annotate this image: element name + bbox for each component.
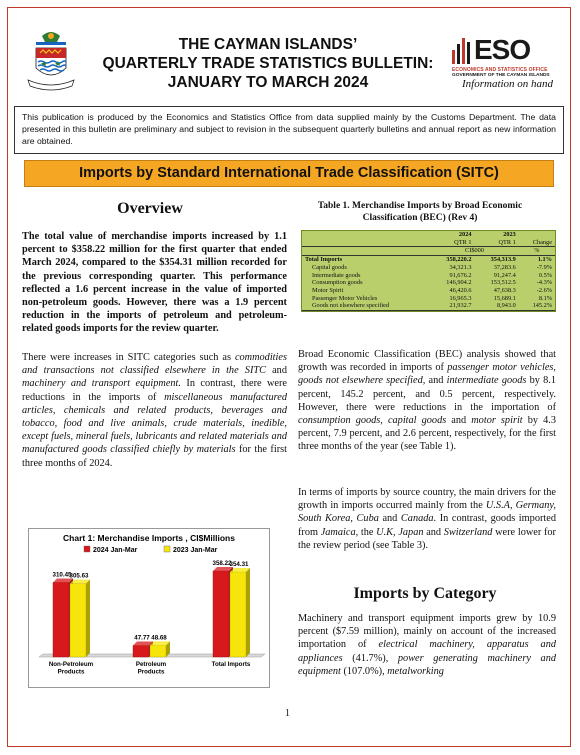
- data-label: 310.45: [52, 571, 72, 579]
- col-year-2024: 2024: [458, 231, 472, 238]
- text-run-italic: Jamaica: [320, 526, 356, 538]
- legend-label: 2024 Jan-Mar: [93, 547, 138, 554]
- row-value: 145.2%: [519, 302, 555, 310]
- text-run-italic: passenger motor vehicles, goods not elsewhere specified,: [298, 362, 556, 387]
- row-value: 8.1%: [538, 294, 552, 302]
- text-run: In contrast, there were reductions in the imports of: [22, 378, 287, 403]
- text-run: There were increases in SITC categories such as: [22, 352, 235, 363]
- text-run: and: [425, 375, 447, 387]
- section-banner: Imports by Standard International Trade Classification (SITC): [24, 160, 554, 187]
- legend-swatch: [164, 546, 170, 552]
- data-label: 305.63: [69, 572, 89, 580]
- table-row: [302, 264, 555, 272]
- row-value: 34,321.3: [449, 263, 472, 271]
- row-value: 1.1%: [537, 256, 552, 264]
- text-run-italic: commodities and transactions not classified elsewhere in the SITC: [22, 352, 287, 377]
- text-run: and: [423, 526, 444, 538]
- text-run: . In contrast, goods imported from: [298, 513, 556, 538]
- table-row: [302, 272, 555, 280]
- category-label: Petroleum: [135, 661, 167, 668]
- text-run-italic: power generating machinery and equipment: [298, 652, 556, 677]
- text-run: for the first three months of 2024.: [22, 444, 287, 469]
- bar: [133, 646, 149, 657]
- category-label: Products: [57, 668, 85, 676]
- row-label: Goods not elsewhere specified: [302, 302, 430, 310]
- row-value: -7.9%: [536, 263, 552, 271]
- row-value: 354,313.9: [490, 256, 516, 264]
- overview-paragraph-2: [22, 351, 287, 470]
- intro-notice: This publication is produced by the Economics and Statistics Office from data supplied mainly by the Customs Department. The data presented in this bulletin are preliminary and subject to revision in the subsequent quarterly bulletins and annual report as new information are obtained.: [14, 106, 564, 154]
- bec-paragraph: [298, 348, 556, 454]
- table-row: [302, 302, 555, 310]
- row-value: -4.3%: [536, 279, 552, 287]
- text-run: were lower for the review period (see Table 3).: [298, 526, 556, 551]
- text-run-italic: consumption goods, capital goods: [298, 415, 447, 427]
- category-label: Products: [137, 668, 165, 676]
- table-row-total: [302, 256, 555, 264]
- text-run: (41.7%),: [342, 652, 398, 664]
- chart-container: [28, 528, 270, 688]
- bar: [213, 571, 229, 657]
- bar-side: [246, 568, 250, 657]
- table-row: [302, 279, 555, 287]
- eso-logo: [452, 34, 562, 78]
- row-label: Consumption goods: [312, 279, 363, 287]
- col-change: Change: [532, 238, 552, 246]
- eso-logo-text: ESO: [474, 34, 531, 65]
- row-value: 37,283.6: [493, 263, 516, 271]
- row-value: 8,943.0: [474, 302, 518, 310]
- text-run: and: [265, 365, 287, 377]
- row-value: 16,965.3: [449, 294, 472, 302]
- row-label: Total Imports: [305, 256, 343, 264]
- table-subheader-row: [302, 239, 555, 247]
- row-value: 91,676.2: [449, 271, 472, 279]
- eso-bars-icon: [452, 38, 470, 64]
- bec-table-grid: [302, 231, 555, 311]
- text-run-italic: electrical machinery, apparatus and appliances: [298, 639, 556, 664]
- row-value: 358,220.2: [446, 256, 472, 264]
- bar: [150, 645, 166, 657]
- table-caption-line-1: Table 1. Merchandise Imports by Broad Economic: [317, 201, 523, 211]
- row-value: 46,420.6: [449, 286, 472, 294]
- source-country-paragraph: [298, 486, 556, 552]
- text-run-italic: motor spirit: [471, 415, 523, 427]
- merchandise-imports-chart: [29, 529, 269, 687]
- text-run: Machinery and transport equipment imports grew by 10.9 percent ($7.59 million), mainly on account of the increased importation of: [298, 613, 556, 651]
- row-label: Passenger Motor Vehicles: [312, 294, 378, 302]
- row-label: Motor Spirit: [312, 286, 344, 294]
- page-number: 1: [285, 708, 290, 719]
- row-value: 47,638.3: [493, 286, 516, 294]
- unit-label: CI$000: [430, 247, 519, 256]
- title-line-2: QUARTERLY TRADE STATISTICS BULLETIN:: [102, 55, 434, 72]
- category-label: Non-Petroleum: [48, 661, 94, 668]
- text-run: In terms of imports by source country, the main drivers for the growth in imports occurred mainly from the: [298, 487, 556, 512]
- tagline: Information on hand: [462, 78, 554, 90]
- legend-swatch: [84, 546, 90, 552]
- chart-title: Chart 1: Merchandise Imports , CI$Millions: [63, 533, 235, 543]
- table-caption-line-2: Classification (BEC) (Rev 4): [362, 212, 478, 223]
- table-header-row: [302, 231, 555, 239]
- eso-logo-subtitle: ECONOMICS AND STATISTICS OFFICE: [452, 67, 548, 73]
- row-value: 15,689.1: [493, 294, 516, 302]
- table-caption: [300, 201, 540, 224]
- row-label: Capital goods: [312, 263, 347, 271]
- table-row: [302, 295, 555, 303]
- row-value: 0.5%: [538, 271, 552, 279]
- data-label: 48.68: [151, 634, 167, 642]
- category-label: Total Imports: [211, 661, 251, 668]
- text-run: by 4.3 percent, 7.9 percent, and 2.6 percent, respectively, for the first three months of the year (see Table 1).: [298, 415, 556, 453]
- data-label: 47.77: [134, 634, 150, 642]
- category-paragraph: [298, 612, 556, 678]
- text-run-italic: Canada: [400, 513, 434, 525]
- text-run: by 8.1 percent, 145.2 percent, and 0.5 percent, respectively. However, there were reductions in the importation of: [298, 375, 556, 413]
- bar: [230, 572, 246, 657]
- text-run-italic: U.K, Japan: [376, 526, 424, 538]
- overview-heading: Overview: [117, 200, 183, 217]
- text-run-italic: intermediate goods: [446, 375, 527, 387]
- title-line-1: THE CAYMAN ISLANDS’: [178, 36, 358, 53]
- col-qtr-2023: QTR 1: [498, 238, 516, 246]
- data-label: 358.22: [212, 560, 232, 568]
- text-run-italic: miscellaneous manufactured articles, chemicals and related products, beverages and tobacco, food and live animals, crude materials, inedible, except fuels, mineral fuels, lubricants and related materials and manufactured goods classified chiefly by materials: [22, 391, 287, 456]
- text-run: and: [446, 415, 472, 427]
- unit-percent: %: [519, 247, 555, 256]
- row-value: 91,247.4: [493, 271, 516, 279]
- table-row: [302, 287, 555, 295]
- row-value: -2.6%: [536, 286, 552, 294]
- text-run-italic: U.S.A, Germany, South Korea, Cuba: [298, 500, 556, 525]
- text-run: Broad Economic Classification (BEC) analysis showed that growth was recorded in imports of: [298, 349, 556, 374]
- text-run-italic: Switzerland: [443, 526, 493, 538]
- bec-table: [301, 230, 556, 312]
- overview-paragraph-1: The total value of merchandise imports increased by 1.1 percent to $358.22 million for the first quarter that ended March 2024, compared to the $354.31 million recorded for the previous corresponding quarter. This performance reflected a 1.6 percent increase in the value of imported non-petroleum goods. However, there was a 1.9 percent reduction in the imports of petroleum and petroleum-related goods imports for the review quarter.: [22, 231, 287, 335]
- cayman-coat-of-arms-icon: [22, 30, 80, 94]
- data-label: 354.31: [229, 560, 249, 568]
- row-label: Intermediate goods: [312, 271, 361, 279]
- col-qtr-2024: QTR 1: [454, 238, 472, 246]
- row-value: 153,512.5: [490, 279, 516, 287]
- bar: [53, 582, 69, 657]
- text-run-italic: metalworking: [387, 665, 444, 677]
- text-run: (107.0%),: [340, 665, 388, 677]
- legend-label: 2023 Jan-Mar: [173, 547, 218, 554]
- title-line-3: JANUARY TO MARCH 2024: [167, 74, 369, 91]
- category-heading: Imports by Category: [353, 585, 497, 602]
- bulletin-title: [88, 35, 448, 92]
- text-run: and: [378, 513, 401, 525]
- table-unit-row: [302, 247, 555, 256]
- row-value: 21,932.7: [430, 302, 474, 310]
- bar-side: [86, 580, 90, 657]
- col-year-2023: 2023: [503, 231, 516, 238]
- eso-logo-government: GOVERNMENT OF THE CAYMAN ISLANDS: [452, 73, 550, 78]
- text-run: , the: [355, 526, 377, 538]
- bar: [70, 584, 86, 657]
- row-value: 146,904.2: [446, 279, 472, 287]
- text-run-italic: machinery and transport equipment.: [22, 378, 181, 390]
